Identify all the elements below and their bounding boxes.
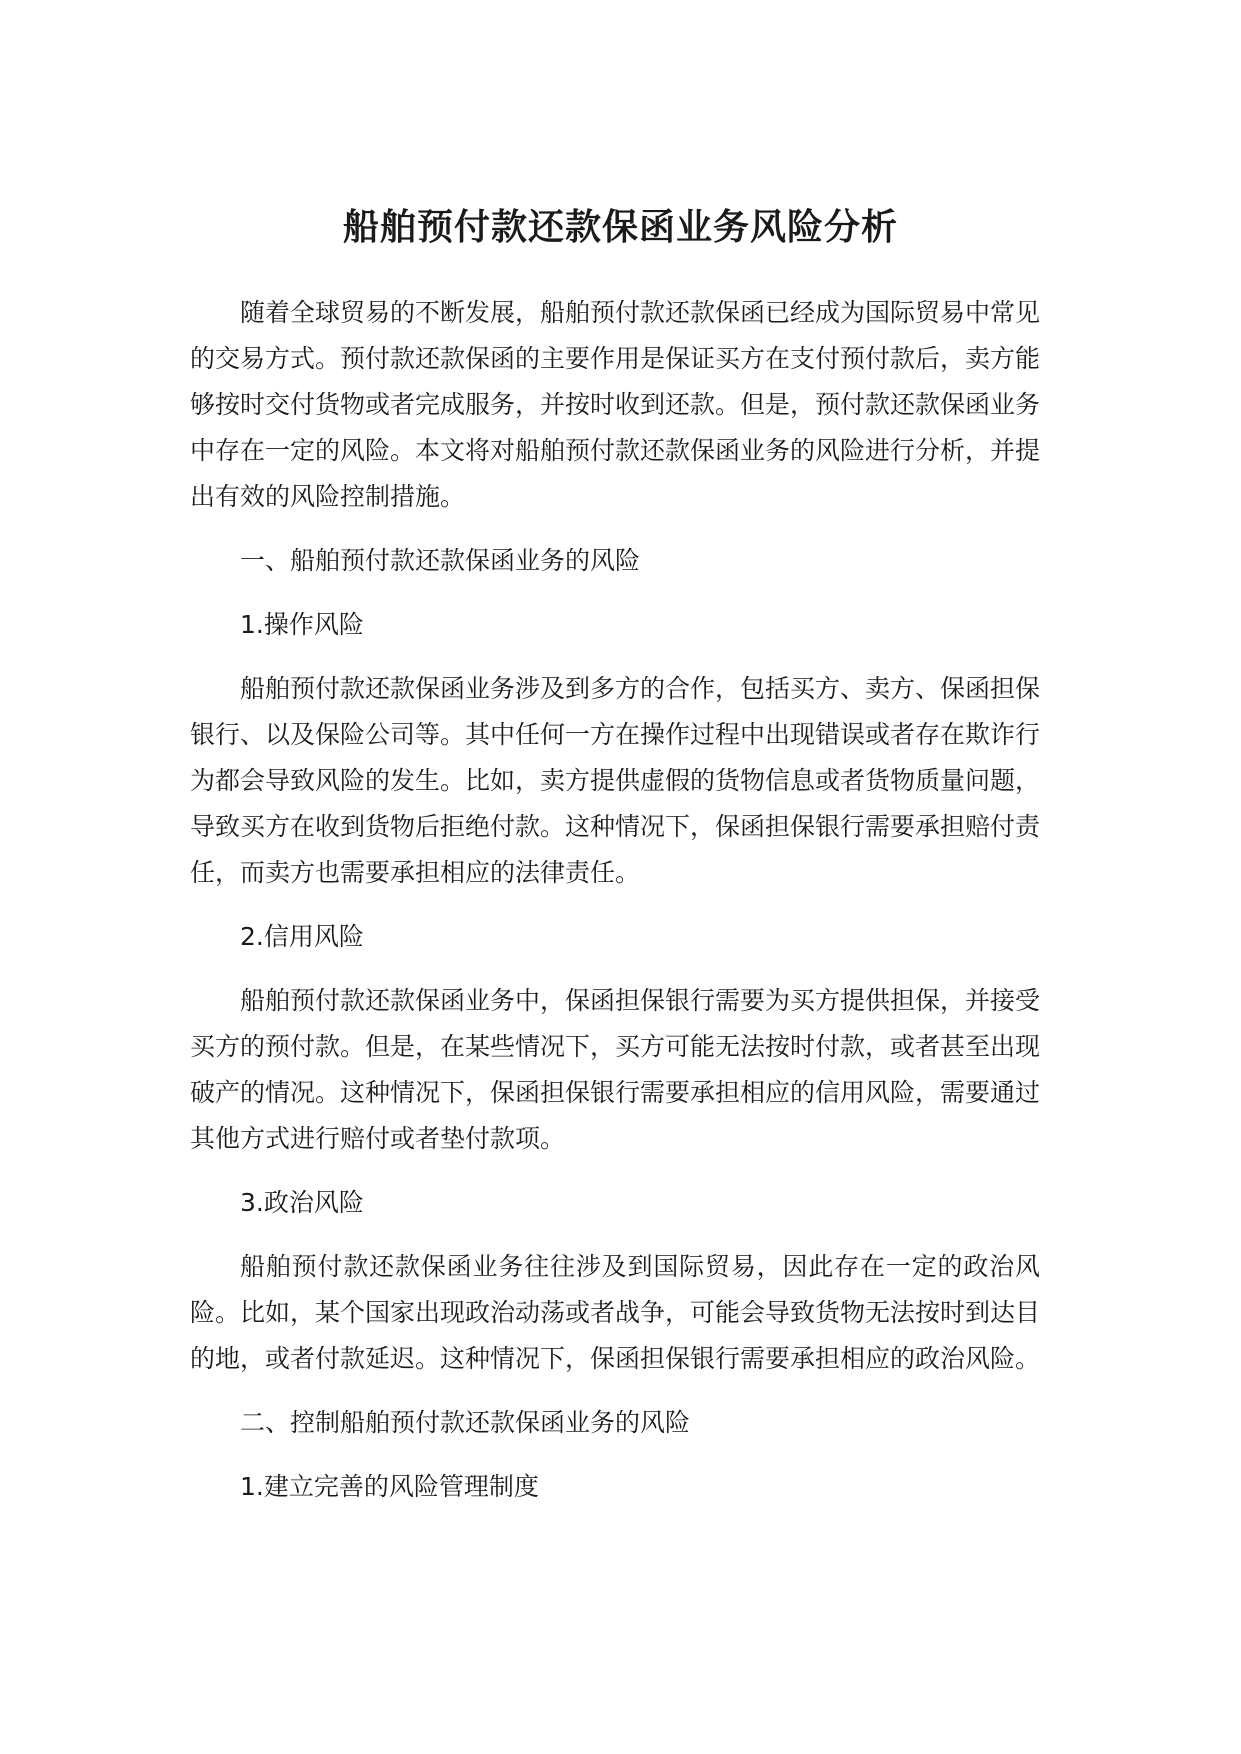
paragraph-operational-risk: 船舶预付款还款保函业务涉及到多方的合作，包括买方、卖方、保函担保银行、以及保险公司等。其中任何一方在操作过程中出现错误或者存在欺诈行为都会导致风险的发生。比如，卖方提供虚假的货物信息或者货物质量问题，导致买方在收到货物后拒绝付款。这种情况下，保函担保银行需要承担赔付责任，而卖方也需要承担相应的法律责任。: [190, 674, 1041, 887]
document-body: [190, 290, 1040, 1528]
section-heading-risks: 一、船舶预付款还款保函业务的风险: [240, 546, 641, 575]
subheading-operational-risk: 1.操作风险: [240, 610, 364, 639]
subheading-political-risk: 3.政治风险: [240, 1188, 364, 1217]
paragraph-credit-risk: 船舶预付款还款保函业务中，保函担保银行需要为买方提供担保，并接受买方的预付款。但是，在某些情况下，买方可能无法按时付款，或者甚至出现破产的情况。这种情况下，保函担保银行需要承担相应的信用风险，需要通过其他方式进行赔付或者垫付款项。: [190, 986, 1041, 1153]
subheading-risk-management-system: 1.建立完善的风险管理制度: [240, 1472, 539, 1501]
section-heading-controls: 二、控制船舶预付款还款保函业务的风险: [240, 1408, 691, 1437]
intro-paragraph: 随着全球贸易的不断发展，船舶预付款还款保函已经成为国际贸易中常见的交易方式。预付款还款保函的主要作用是保证买方在支付预付款后，卖方能够按时交付货物或者完成服务，并按时收到还款。但是，预付款还款保函业务中存在一定的风险。本文将对船舶预付款还款保函业务的风险进行分析，并提出有效的风险控制措施。: [190, 298, 1041, 511]
document-title: 船舶预付款还款保函业务风险分析: [342, 207, 898, 249]
subheading-credit-risk: 2.信用风险: [240, 922, 364, 951]
paragraph-political-risk: 船舶预付款还款保函业务往往涉及到国际贸易，因此存在一定的政治风险。比如，某个国家出现政治动荡或者战争，可能会导致货物无法按时到达目的地，或者付款延迟。这种情况下，保函担保银行需要承担相应的政治风险。: [190, 1252, 1041, 1373]
